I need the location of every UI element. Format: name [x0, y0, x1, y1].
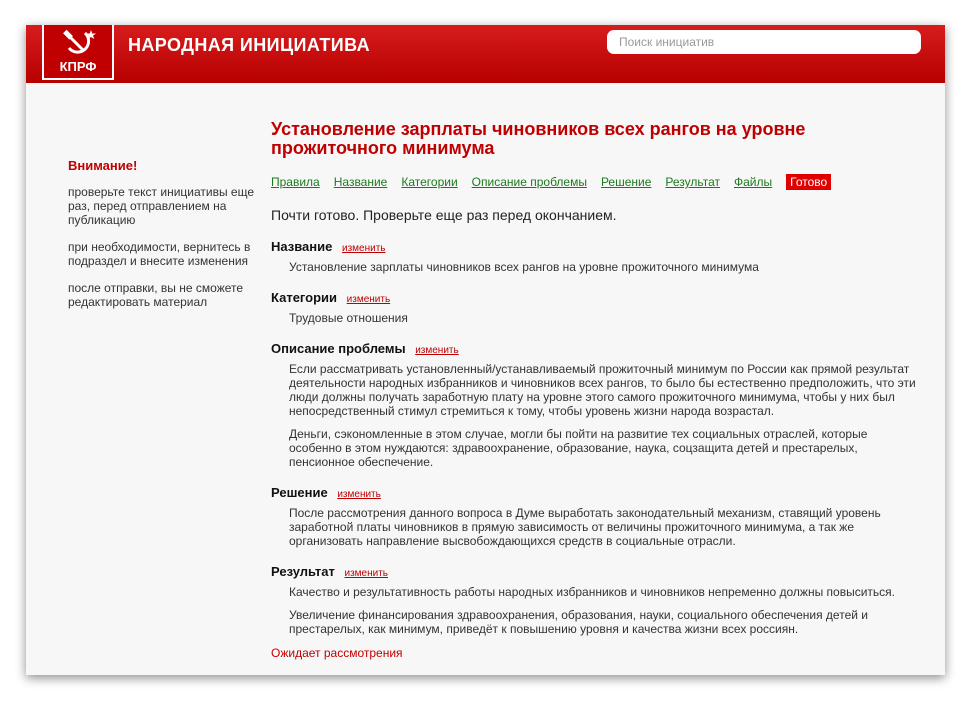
header	[26, 25, 945, 83]
section-categories	[271, 290, 916, 325]
section-text: Деньги, сэкономленные в этом случае, могли бы пойти на развитие тех социальных отраслей, которые особенно в этом нуждаются: здравоохранение, образование, наука, соцзащита детей и престарелых, пенсионное обеспечение.	[289, 427, 868, 469]
step-done[interactable]: Готово	[786, 174, 831, 190]
search-input[interactable]	[607, 30, 921, 54]
status-text: Ожидает рассмотрения	[271, 646, 403, 660]
hammer-sickle-icon	[57, 28, 99, 58]
section-text: Установление зарплаты чиновников всех рангов на уровне прожиточного минимума	[289, 260, 759, 274]
section-text: Трудовые отношения	[289, 311, 408, 325]
step-problem[interactable]: Описание проблемы	[471, 175, 587, 189]
edit-name-link[interactable]: изменить	[342, 243, 386, 254]
edit-solution-link[interactable]: изменить	[337, 489, 381, 500]
step-nav	[271, 174, 916, 190]
logo-text: КПРФ	[59, 59, 97, 74]
edit-problem-link[interactable]: изменить	[415, 345, 459, 356]
sidebar-note: проверьте текст инициативы еще раз, перед отправлением на публикацию	[68, 185, 255, 227]
section-problem	[271, 341, 916, 469]
section-text: Увеличение финансирования здравоохранения, образования, науки, социального обеспечения детей и престарелых, как минимум, приведёт к повышению уровня и качества жизни всех россиян.	[289, 608, 868, 636]
section-text: Качество и результативность работы народных избранников и чиновников непременно должны повыситься.	[289, 585, 895, 599]
section-heading: Результат	[271, 564, 335, 579]
page-title: Установление зарплаты чиновников всех рангов на уровне прожиточного минимума	[271, 119, 806, 158]
ready-message: Почти готово. Проверьте еще раз перед окончанием.	[271, 207, 617, 223]
kprf-logo[interactable]	[42, 25, 114, 80]
section-name	[271, 239, 916, 274]
step-files[interactable]: Файлы	[734, 175, 773, 189]
main-content	[271, 120, 916, 660]
sidebar-note: после отправки, вы не сможете редактировать материал	[68, 281, 244, 309]
section-heading: Название	[271, 239, 333, 254]
section-text: После рассмотрения данного вопроса в Думе выработать законодательный механизм, ставящий уровень заработной платы чиновников в прямую зависимость от величины прожиточного минимума, а так же организовать направление высвобождающихся средств в социальные отрасли.	[289, 506, 881, 548]
edit-categories-link[interactable]: изменить	[346, 294, 391, 305]
sidebar	[68, 159, 258, 322]
step-name[interactable]: Название	[333, 175, 388, 189]
section-result	[271, 564, 916, 636]
section-text: Если рассматривать установленный/устанавливаемый прожиточный минимум по России как прямой результат деятельности народных избранников и чиновников всех рангов, то было бы естественно предположить, что эти люди должны получать заработную плату на уровне этого самого прожиточного минимума, чтобы у них был непосредственный стимул стремиться к тому, чтобы уровень жизни народа возрастал.	[289, 362, 916, 418]
step-rules[interactable]: Правила	[271, 175, 320, 189]
attention-heading: Внимание!	[68, 158, 138, 173]
step-categories[interactable]: Категории	[401, 175, 458, 189]
section-heading: Описание проблемы	[271, 341, 406, 356]
section-heading: Решение	[271, 485, 328, 500]
step-solution[interactable]: Решение	[600, 175, 652, 189]
page	[26, 25, 945, 675]
step-result[interactable]: Результат	[665, 175, 720, 189]
section-solution	[271, 485, 916, 548]
sidebar-note: при необходимости, вернитесь в подраздел и внесите изменения	[68, 240, 251, 268]
site-title[interactable]: НАРОДНАЯ ИНИЦИАТИВА	[128, 35, 370, 55]
edit-result-link[interactable]: изменить	[344, 568, 388, 579]
section-heading: Категории	[271, 290, 338, 305]
